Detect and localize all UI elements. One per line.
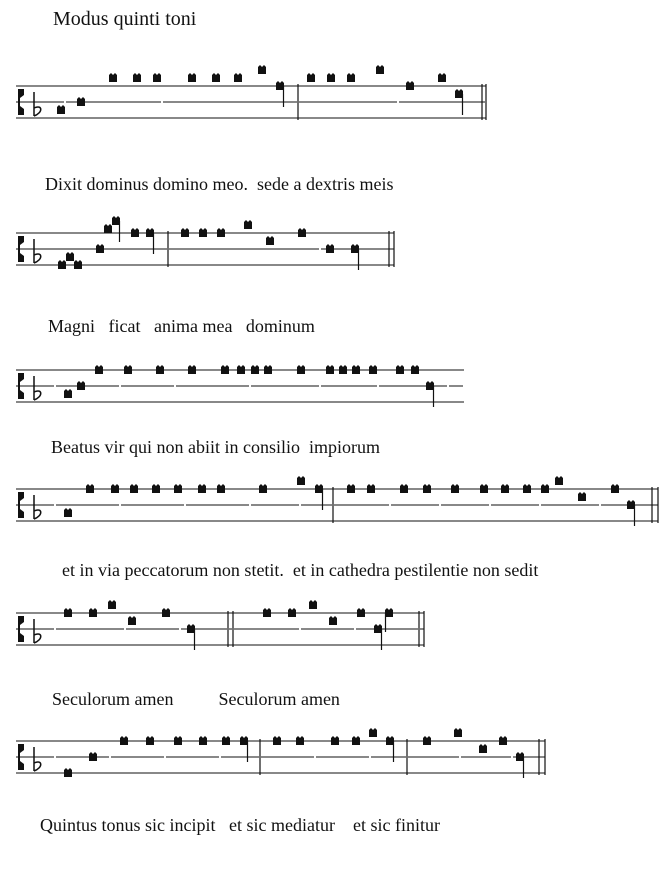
note-head (369, 728, 377, 737)
note-head (454, 728, 462, 737)
note-head (516, 752, 524, 761)
note-head (222, 736, 230, 745)
note-head (64, 768, 72, 777)
lyric-line-3: Beatus vir qui non abiit in consilio impiorum (51, 437, 380, 457)
note-head (296, 736, 304, 745)
note-head (479, 744, 487, 753)
note-head (273, 736, 281, 745)
note-head (120, 736, 128, 745)
note-head (199, 736, 207, 745)
note-head (174, 736, 182, 745)
note-head (89, 752, 97, 761)
note-head (352, 736, 360, 745)
mode-title: Modus quinti toni (53, 8, 197, 30)
lyric-line-1: Dixit dominus domino meo. sede a dextris meis (45, 174, 394, 194)
lyric-line-6: Quintus tonus sic incipit et sic mediatur et sic finitur (40, 815, 440, 835)
lyric-line-2: Magni ficat anima mea dominum (48, 316, 315, 336)
lyric-line-5: Seculorum amen Seculorum amen (52, 689, 340, 709)
note-head (146, 736, 154, 745)
note-head (240, 736, 248, 745)
lyric-line-4: et in via peccatorum non stetit. et in cathedra pestilentie non sedit (62, 560, 539, 580)
note-head (499, 736, 507, 745)
note-head (423, 736, 431, 745)
note-head (386, 736, 394, 745)
flat-icon (34, 747, 41, 771)
note-head (331, 736, 339, 745)
